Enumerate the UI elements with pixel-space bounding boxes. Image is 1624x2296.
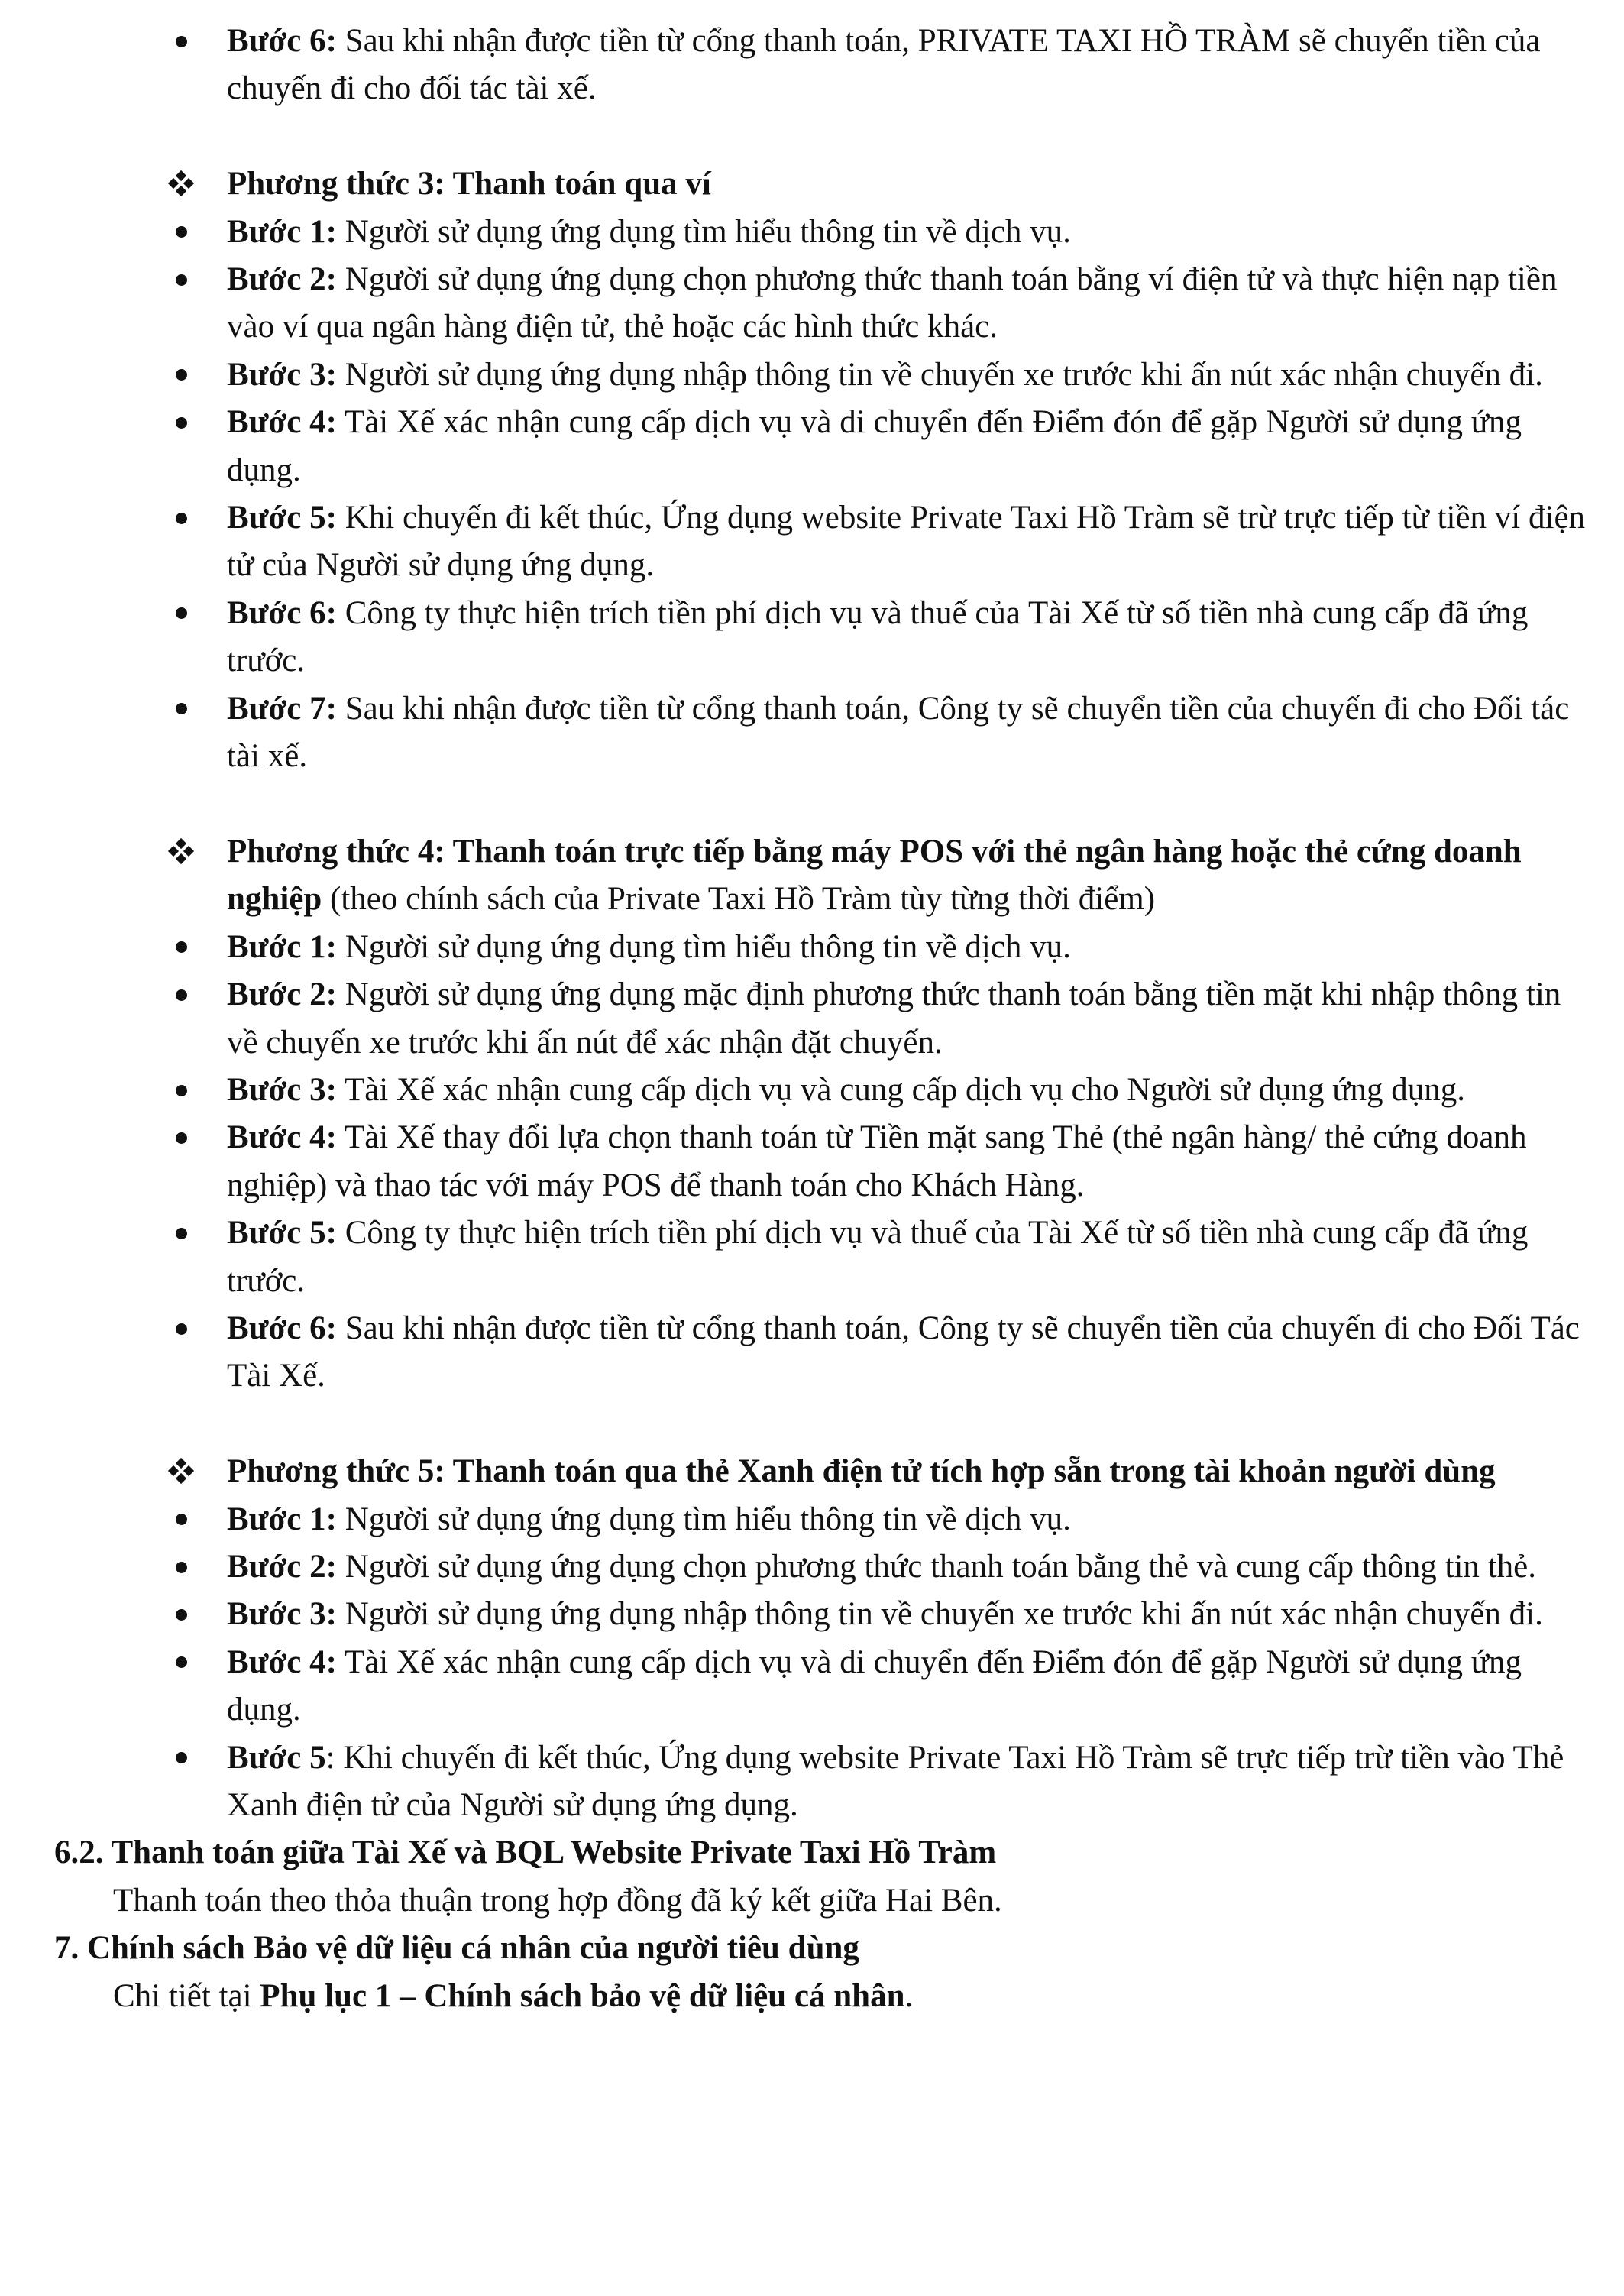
step-text: Sau khi nhận được tiền từ cổng thanh toán, Công ty sẽ chuyển tiền của chuyến đi cho Đối tác tài xế. bbox=[227, 690, 1570, 775]
list-item bbox=[227, 1067, 1594, 1114]
step-label: Bước 3: bbox=[227, 1071, 337, 1108]
step-label: Bước 2: bbox=[227, 261, 337, 298]
step-text: Người sử dụng ứng dụng chọn phương thức thanh toán bằng thẻ và cung cấp thông tin thẻ. bbox=[336, 1548, 1536, 1585]
bullet-icon bbox=[166, 1734, 196, 1782]
list-item bbox=[227, 1591, 1594, 1638]
step-label: Bước 1: bbox=[227, 928, 337, 965]
step-text: Sau khi nhận được tiền từ cổng thanh toán, Công ty sẽ chuyển tiền của chuyến đi cho Đối Tác Tài Xế. bbox=[227, 1310, 1580, 1394]
step-label: Bước 1: bbox=[227, 1501, 337, 1537]
step-text: Người sử dụng ứng dụng chọn phương thức thanh toán bằng ví điện tử và thực hiện nạp tiền vào ví qua ngân hàng điện tử, thẻ hoặc các hình thức khác. bbox=[227, 261, 1558, 345]
step-label: Bước 2: bbox=[227, 1548, 337, 1585]
step-text: Công ty thực hiện trích tiền phí dịch vụ và thuế của Tài Xế từ số tiền nhà cung cấp đã ứng trước. bbox=[227, 1215, 1529, 1299]
step-label: Bước 6: bbox=[227, 1310, 337, 1346]
step-label: Bước 6: bbox=[227, 594, 337, 631]
step-text: Người sử dụng ứng dụng tìm hiểu thông tin về dịch vụ. bbox=[336, 213, 1071, 250]
step-text: Người sử dụng ứng dụng nhập thông tin về chuyến xe trước khi ấn nút xác nhận chuyến đi. bbox=[336, 1596, 1543, 1633]
appendix-reference: Phụ lục 1 – Chính sách bảo vệ dữ liệu cá nhân bbox=[260, 1977, 905, 2014]
list-item bbox=[227, 1543, 1594, 1591]
list-item bbox=[227, 209, 1594, 256]
list-item bbox=[227, 924, 1594, 971]
diamond-bullet-icon bbox=[166, 160, 196, 208]
step-text: Người sử dụng ứng dụng mặc định phương thức thanh toán bằng tiền mặt khi nhập thông tin về chuyến xe trước khi ấn nút để xác nhận đặt chuyến. bbox=[227, 976, 1561, 1061]
step-text: Công ty thực hiện trích tiền phí dịch vụ và thuế của Tài Xế từ số tiền nhà cung cấp đã ứng trước. bbox=[227, 594, 1529, 679]
list-item bbox=[227, 971, 1594, 1067]
bullet-icon bbox=[166, 1305, 196, 1352]
list-item bbox=[227, 351, 1594, 399]
step-text: Người sử dụng ứng dụng tìm hiểu thông tin về dịch vụ. bbox=[336, 1501, 1071, 1537]
list-item bbox=[227, 18, 1594, 113]
bullet-icon bbox=[166, 1114, 196, 1161]
list-item bbox=[227, 494, 1594, 590]
bullet-icon bbox=[166, 18, 196, 65]
bullet-icon bbox=[166, 1591, 196, 1638]
step-label: Bước 6: bbox=[227, 23, 337, 59]
bullet-icon bbox=[166, 351, 196, 399]
section-paragraph: Thanh toán theo thỏa thuận trong hợp đồng đã ký kết giữa Hai Bên. bbox=[113, 1882, 1002, 1919]
step-label: Bước 4: bbox=[227, 1119, 337, 1156]
step-label: Bước 2: bbox=[227, 976, 337, 1013]
bullet-icon bbox=[166, 590, 196, 637]
bullet-icon bbox=[166, 1543, 196, 1591]
list-item bbox=[227, 256, 1594, 351]
bullet-icon bbox=[166, 494, 196, 542]
section-paragraph: Chi tiết tại Phụ lục 1 – Chính sách bảo vệ dữ liệu cá nhân. bbox=[113, 1977, 914, 2014]
bullet-icon bbox=[166, 1496, 196, 1543]
step-label: Bước 5 bbox=[227, 1739, 326, 1776]
list-item bbox=[227, 1639, 1594, 1734]
step-label: Bước 4: bbox=[227, 1643, 337, 1680]
section-heading-7: 7. Chính sách Bảo vệ dữ liệu cá nhân của người tiêu dùng bbox=[54, 1930, 859, 1967]
method-heading: Phương thức 5: Thanh toán qua thẻ Xanh điện tử tích hợp sẵn trong tài khoản người dùng bbox=[227, 1448, 1594, 1495]
list-item bbox=[227, 1114, 1594, 1210]
bullet-icon bbox=[166, 256, 196, 303]
step-text: Tài Xế thay đổi lựa chọn thanh toán từ Tiền mặt sang Thẻ (thẻ ngân hàng/ thẻ cứng doanh nghiệp) và thao tác với máy POS để thanh toán cho Khách Hàng. bbox=[227, 1119, 1527, 1203]
step-label: Bước 5: bbox=[227, 1215, 337, 1252]
step-text: Người sử dụng ứng dụng nhập thông tin về chuyến xe trước khi ấn nút xác nhận chuyến đi. bbox=[336, 356, 1543, 393]
bullet-icon bbox=[166, 1210, 196, 1257]
step-label: Bước 1: bbox=[227, 213, 337, 250]
list-item bbox=[227, 1734, 1594, 1830]
list-item bbox=[227, 1210, 1594, 1305]
bullet-icon bbox=[166, 399, 196, 446]
diamond-bullet-icon bbox=[166, 828, 196, 876]
step-text: Khi chuyến đi kết thúc, Ứng dụng website Private Taxi Hồ Tràm sẽ trừ trực tiếp từ tiền ví điện tử của Người sử dụng ứng dụng. bbox=[227, 500, 1586, 584]
step-text: : Khi chuyến đi kết thúc, Ứng dụng website Private Taxi Hồ Tràm sẽ trực tiếp trừ tiền vào Thẻ Xanh điện tử của Người sử dụng ứng dụng. bbox=[227, 1739, 1564, 1823]
method-heading: Phương thức 3: Thanh toán qua ví bbox=[227, 160, 1594, 208]
list-item bbox=[227, 685, 1594, 781]
list-item bbox=[227, 1305, 1594, 1401]
step-text: Tài Xế xác nhận cung cấp dịch vụ và di chuyển đến Điểm đón để gặp Người sử dụng ứng dụng. bbox=[227, 404, 1522, 488]
list-item bbox=[227, 590, 1594, 685]
bullet-icon bbox=[166, 209, 196, 256]
step-label: Bước 5: bbox=[227, 500, 337, 536]
step-label: Bước 3: bbox=[227, 1596, 337, 1633]
step-label: Bước 3: bbox=[227, 356, 337, 393]
step-label: Bước 4: bbox=[227, 404, 337, 441]
bullet-icon bbox=[166, 1067, 196, 1114]
bullet-icon bbox=[166, 685, 196, 733]
list-item bbox=[227, 1496, 1594, 1543]
bullet-icon bbox=[166, 1639, 196, 1686]
bullet-icon bbox=[166, 924, 196, 971]
step-text: Sau khi nhận được tiền từ cổng thanh toán, PRIVATE TAXI HỒ TRÀM sẽ chuyển tiền của chuyến đi cho đối tác tài xế. bbox=[227, 23, 1541, 107]
step-label: Bước 7: bbox=[227, 690, 337, 727]
section-heading-6-2: 6.2. Thanh toán giữa Tài Xế và BQL Website Private Taxi Hồ Tràm bbox=[54, 1835, 997, 1871]
step-text: Tài Xế xác nhận cung cấp dịch vụ và cung cấp dịch vụ cho Người sử dụng ứng dụng. bbox=[336, 1071, 1466, 1108]
method-heading: Phương thức 4: Thanh toán trực tiếp bằng máy POS với thẻ ngân hàng hoặc thẻ cứng doanh nghiệp (theo chính sách của Private Taxi Hồ Tràm tùy từng thời điểm) bbox=[227, 828, 1594, 924]
diamond-bullet-icon bbox=[166, 1448, 196, 1495]
list-item bbox=[227, 399, 1594, 494]
bullet-icon bbox=[166, 971, 196, 1018]
step-text: Tài Xế xác nhận cung cấp dịch vụ và di chuyển đến Điểm đón để gặp Người sử dụng ứng dụng. bbox=[227, 1643, 1522, 1728]
step-text: Người sử dụng ứng dụng tìm hiểu thông tin về dịch vụ. bbox=[336, 928, 1071, 965]
